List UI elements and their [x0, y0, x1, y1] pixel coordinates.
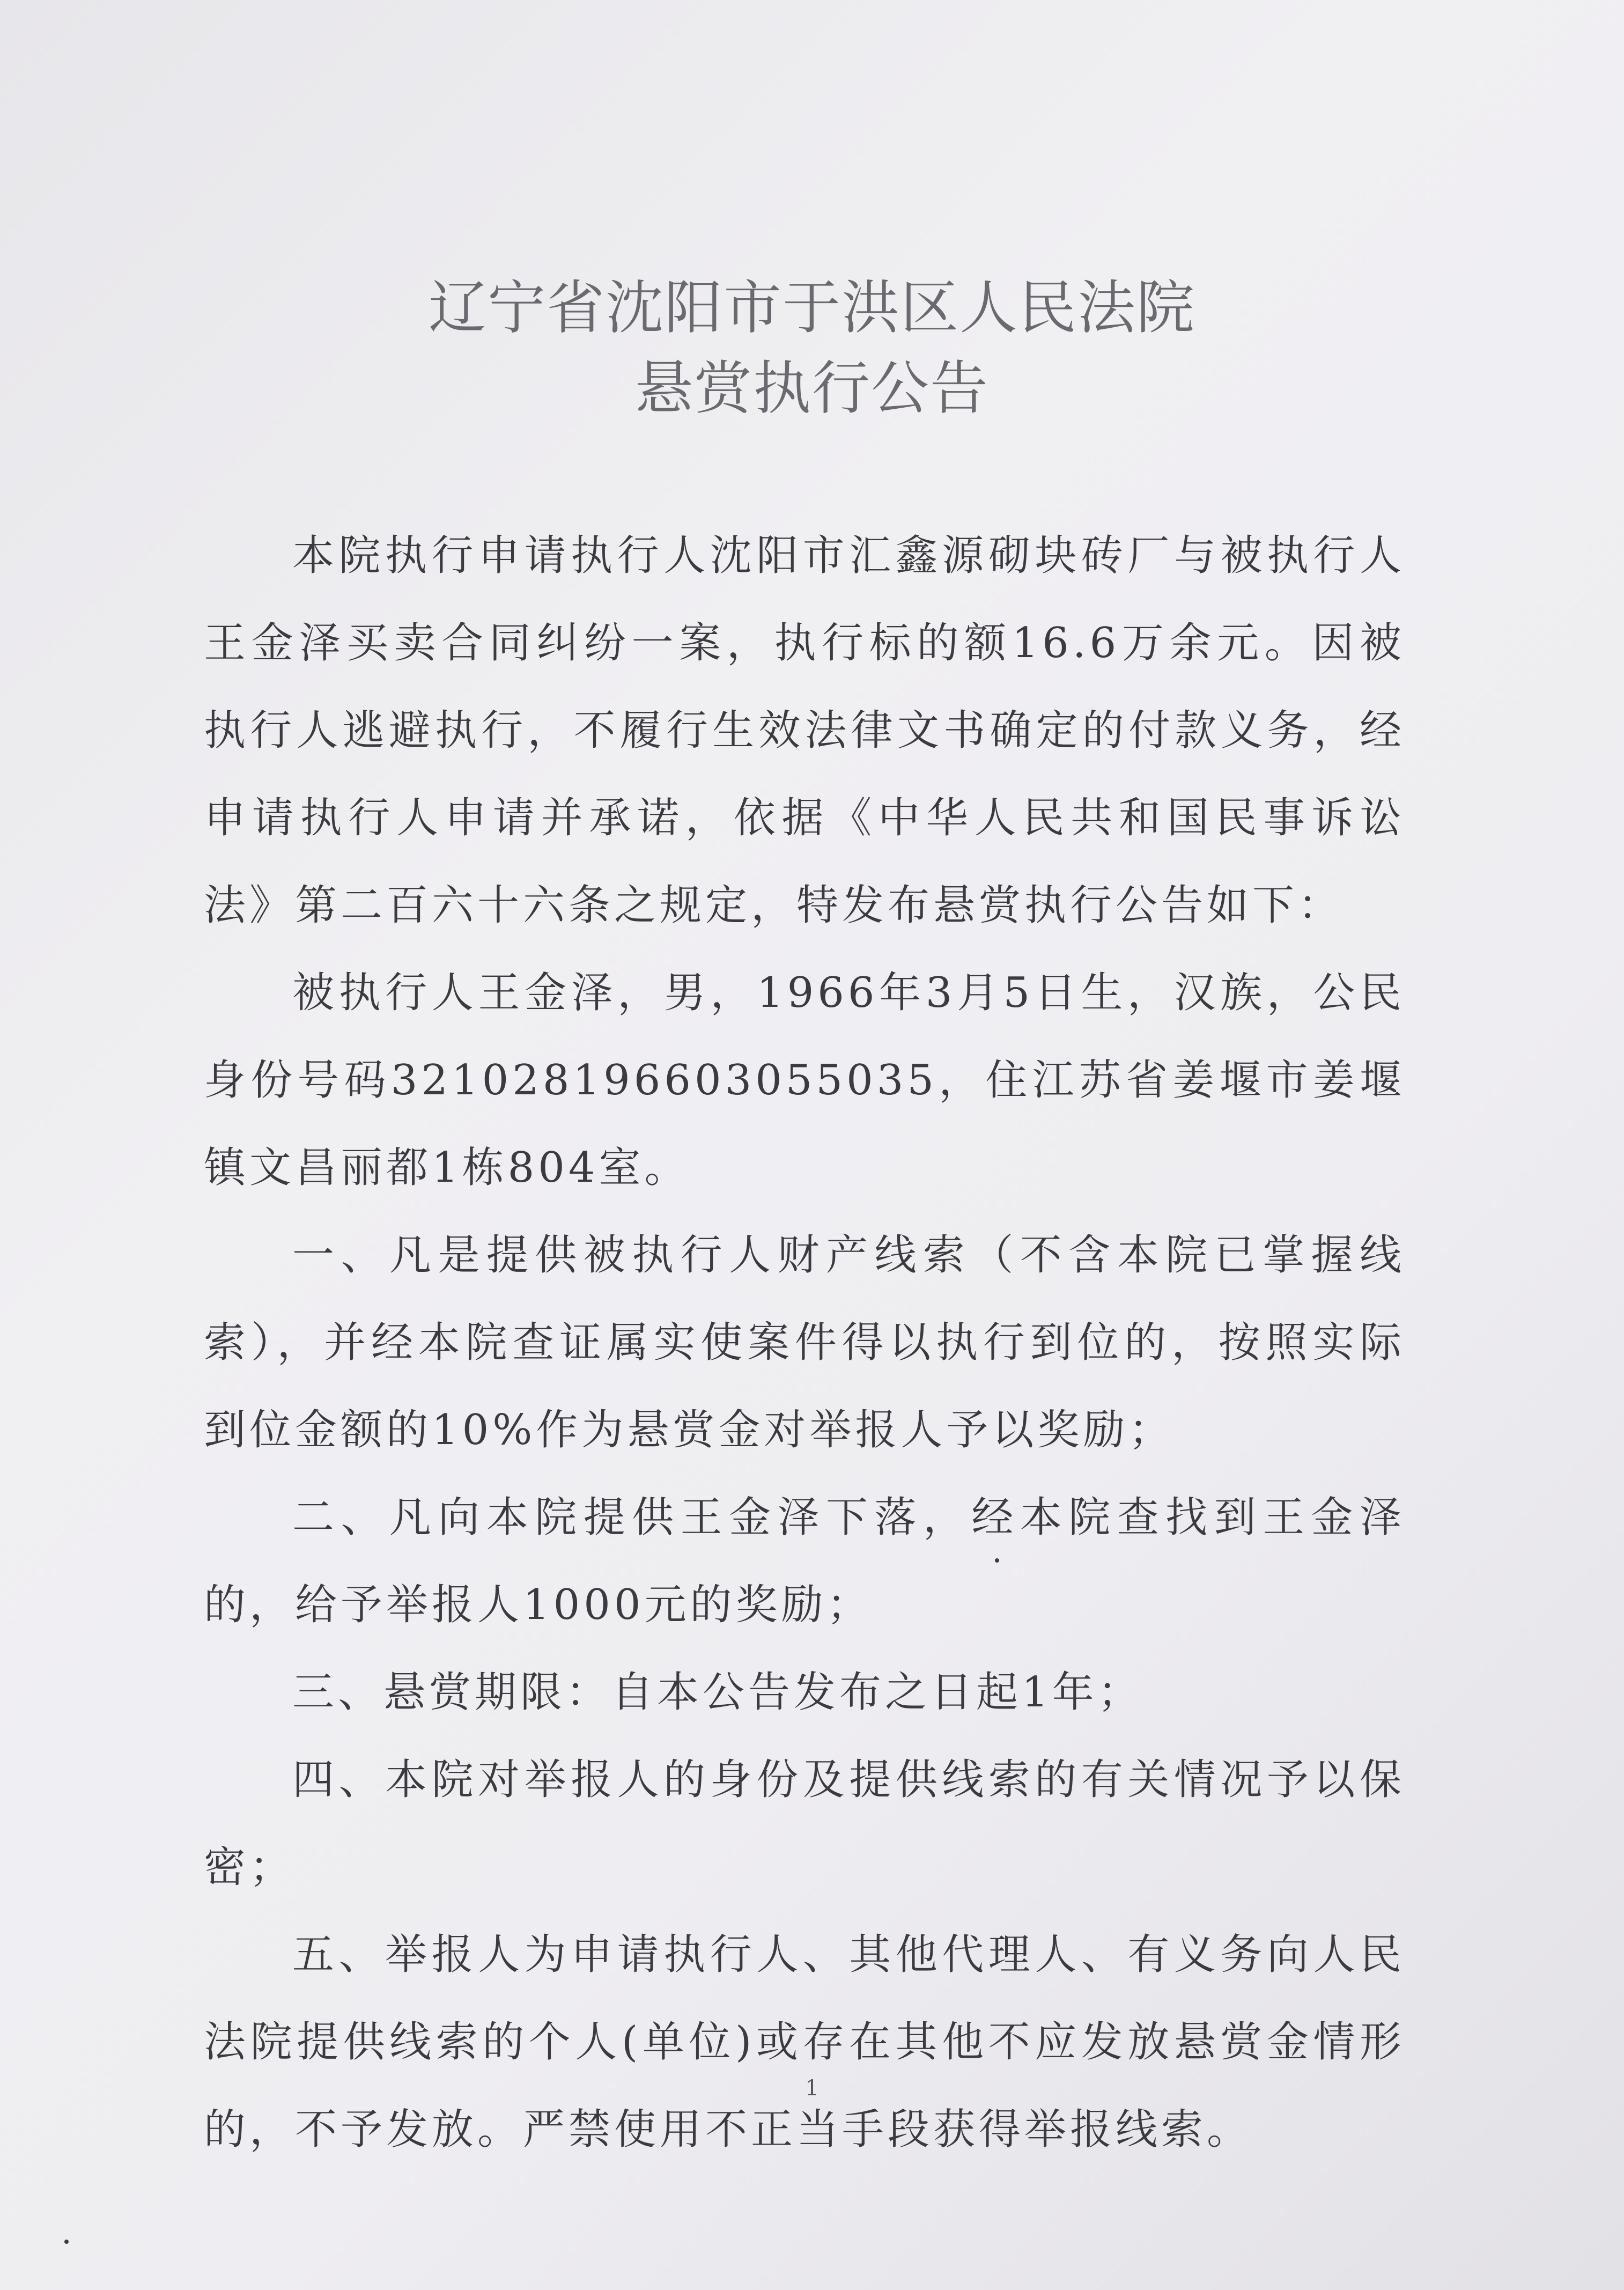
paragraph-clause-4: 四、本院对举报人的身份及提供线索的有关情况予以保密；: [204, 1756, 1405, 1891]
notice-title: 悬赏执行公告: [634, 355, 989, 422]
paragraph-clause-2: 二、凡向本院提供王金泽下落，经本院查找到王金泽的，给予举报人1000元的奖励；: [204, 1493, 1405, 1629]
paragraph-clause-5: 五、举报人为申请执行人、其他代理人、有义务向人民法院提供线索的个人(单位)或存在其他不应发放悬赏金情形的，不予发放。严禁使用不正当手段获得举报线索。: [204, 1931, 1405, 2154]
document-title: [0, 268, 1624, 429]
page-number: 1: [805, 2076, 819, 2101]
paragraph-person-info: 被执行人王金泽，男，1966年3月5日生，汉族，公民身份号码321028196603055035，住江苏省姜堰市姜堰镇文昌丽都1栋804室。: [204, 969, 1405, 1192]
paragraph-clause-3: 三、悬赏期限：自本公告发布之日起1年；: [292, 1668, 1143, 1717]
notice-body: [204, 512, 1405, 2174]
paragraph-case-summary: 本院执行申请执行人沈阳市汇鑫源砌块砖厂与被执行人王金泽买卖合同纠纷一案，执行标的额16.6万余元。因被执行人逃避执行，不履行生效法律文书确定的付款义务，经申请执行人申请并承诺，依据《中华人民共和国民事诉讼法》第二百六十六条之规定，特发布悬赏执行公告如下：: [204, 532, 1405, 930]
paper-speck: [995, 1558, 999, 1563]
court-name-title: 辽宁省沈阳市于洪区人民法院: [428, 275, 1195, 342]
paragraph-clause-1: 一、凡是提供被执行人财产线索（不含本院已掌握线索），并经本院查证属实使案件得以执行到位的，按照实际到位金额的10%作为悬赏金对举报人予以奖励；: [204, 1231, 1405, 1454]
paper-speck: [64, 2240, 69, 2244]
